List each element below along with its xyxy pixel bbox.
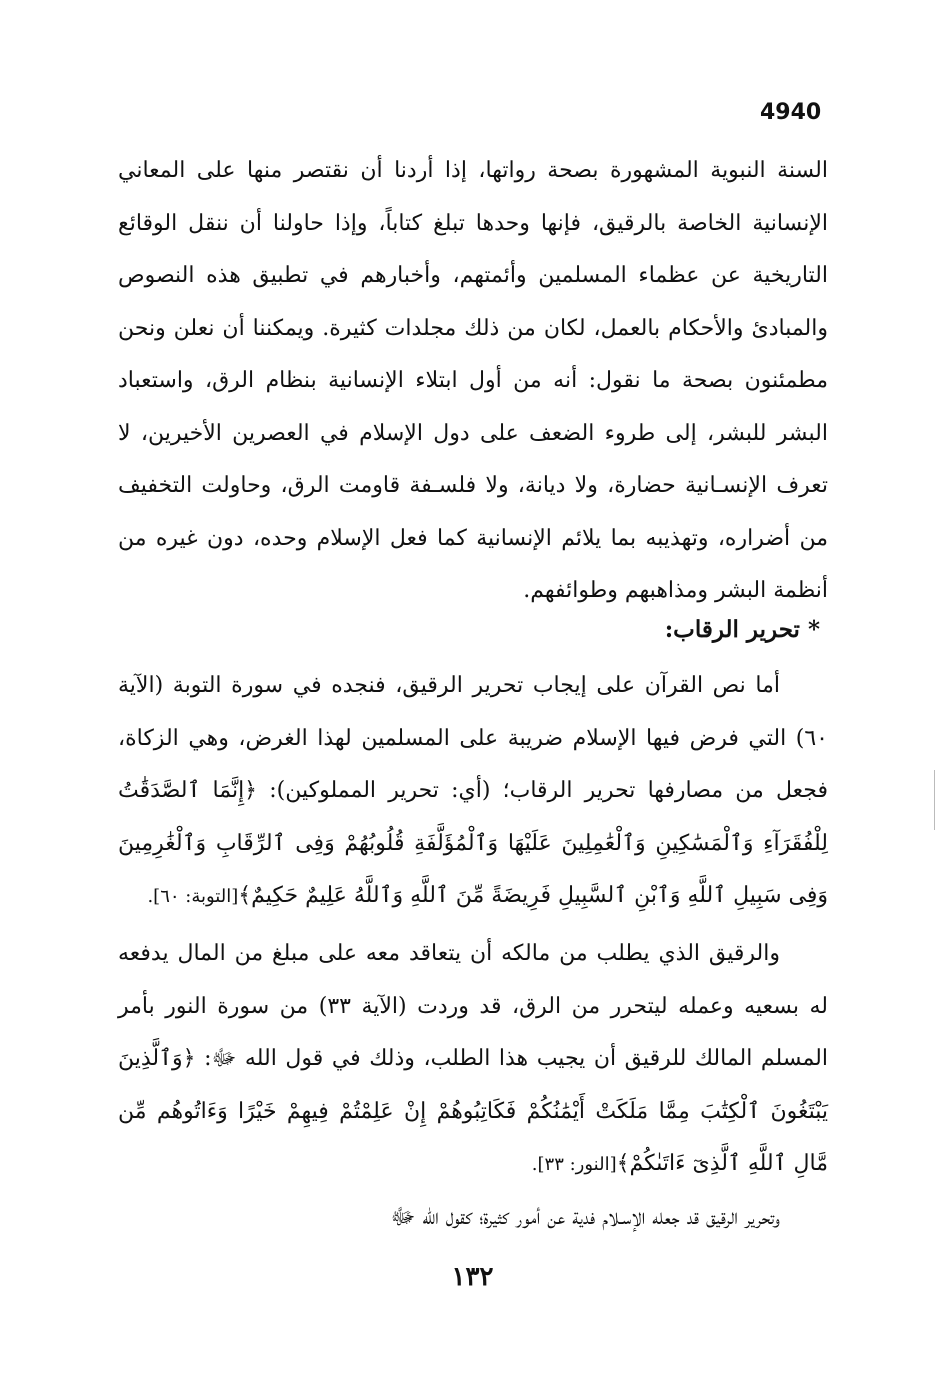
verse-citation-tawbah: [التوبة: ٦٠]. [147,886,239,907]
page-header-number: 4940 [760,100,822,125]
body-paragraph-1: السنة النبوية المشهورة بصحة رواتها، إذا أردنا أن نقتصر منها على المعاني الإنسانية الخاصة بالرقيق، فإنها وحدها تبلغ كتاباً، وإذا حاولنا أن ننقل الوقائع التاريخية عن عظماء المسلمين وأئمتهم، وأخبارهم في تطبيق هذه النصوص والمبادئ والأحكام بالعمل، لكان من ذلك مجلدات كثيرة. ويمكننا أن نعلن ونحن مطمئنون بصحة ما نقول: أنه من أول ابتلاء الإنسانية بنظام الرق، واستعباد البشر للبشر، إلى طروء الضعف على دول الإسلام في العصرين الأخيرين، لا تعرف الإنسـانية حضارة، ولا ديانة، ولا فلسـفة قاومت الرق، وحاولت التخفيف من أضراره، وتهذيبه بما يلائم الإنسانية كما فعل الإسلام وحده، دون غيره من أنظمة البشر ومذاهبهم وطوائفهم. [118,158,828,603]
body-paragraph-4: وتحرير الرقيق قد جعله الإسـلام فدية عن أمور كثيرة؛ كقول الله ﷻ [390,1205,780,1230]
section-heading: * تحرير الرقاب: [664,616,820,643]
quran-verse-nur: ﴿وَٱلَّذِينَ يَبْتَغُونَ ٱلْكِتَٰبَ مِمَّا مَلَكَتْ أَيْمَٰنُكُمْ فَكَاتِبُوهُمْ إِنْ عَلِمْتُمْ فِيهِمْ خَيْرًا وَءَاتُوهُم مِّن مَّالِ ٱللَّهِ ٱلَّذِىٓ ءَاتَىٰكُمْ﴾ [118,1046,828,1176]
paragraph-3-text: والرقيق الذي يطلب من مالكه أن يتعاقد معه على مبلغ من المال يدفعه له بسعيه وعمله ليتحرر من الرق، قد وردت (الآية ٣٣) من سورة النور بأمر المسلم المالك للرقيق أن يجيب هذا الطلب، وذلك في قول الله ﷻ: [118,941,829,1071]
body-paragraph-3 [118,928,828,1192]
verse-citation-nur: [النور: ٣٣]. [531,1154,617,1175]
page-footer-number: ١٣٢ [451,1262,494,1292]
scan-edge-line [934,770,935,830]
body-paragraph-2 [118,660,828,924]
paragraph-2-text: أما نص القرآن على إيجاب تحرير الرقيق، فنجده في سورة التوبة (الآية ٦٠) التي فرض فيها الإسلام ضريبة على المسلمين لهذا الغرض، وهي الزكاة، فجعل من مصارفها تحرير الرقاب؛ (أي: تحرير المملوكين): [118,673,829,803]
quran-verse-tawbah: ﴿إِنَّمَا ٱلصَّدَقَٰتُ لِلْفُقَرَآءِ وَٱلْمَسَٰكِينِ وَٱلْعَٰمِلِينَ عَلَيْهَا وَٱلْمُؤَلَّفَةِ قُلُوبُهُمْ وَفِى ٱلرِّقَابِ وَٱلْغَٰرِمِينَ وَفِى سَبِيلِ ٱللَّهِ وَٱبْنِ ٱلسَّبِيلِ فَرِيضَةً مِّنَ ٱللَّهِ وَٱللَّهُ عَلِيمٌ حَكِيمٌ﴾ [118,778,828,908]
